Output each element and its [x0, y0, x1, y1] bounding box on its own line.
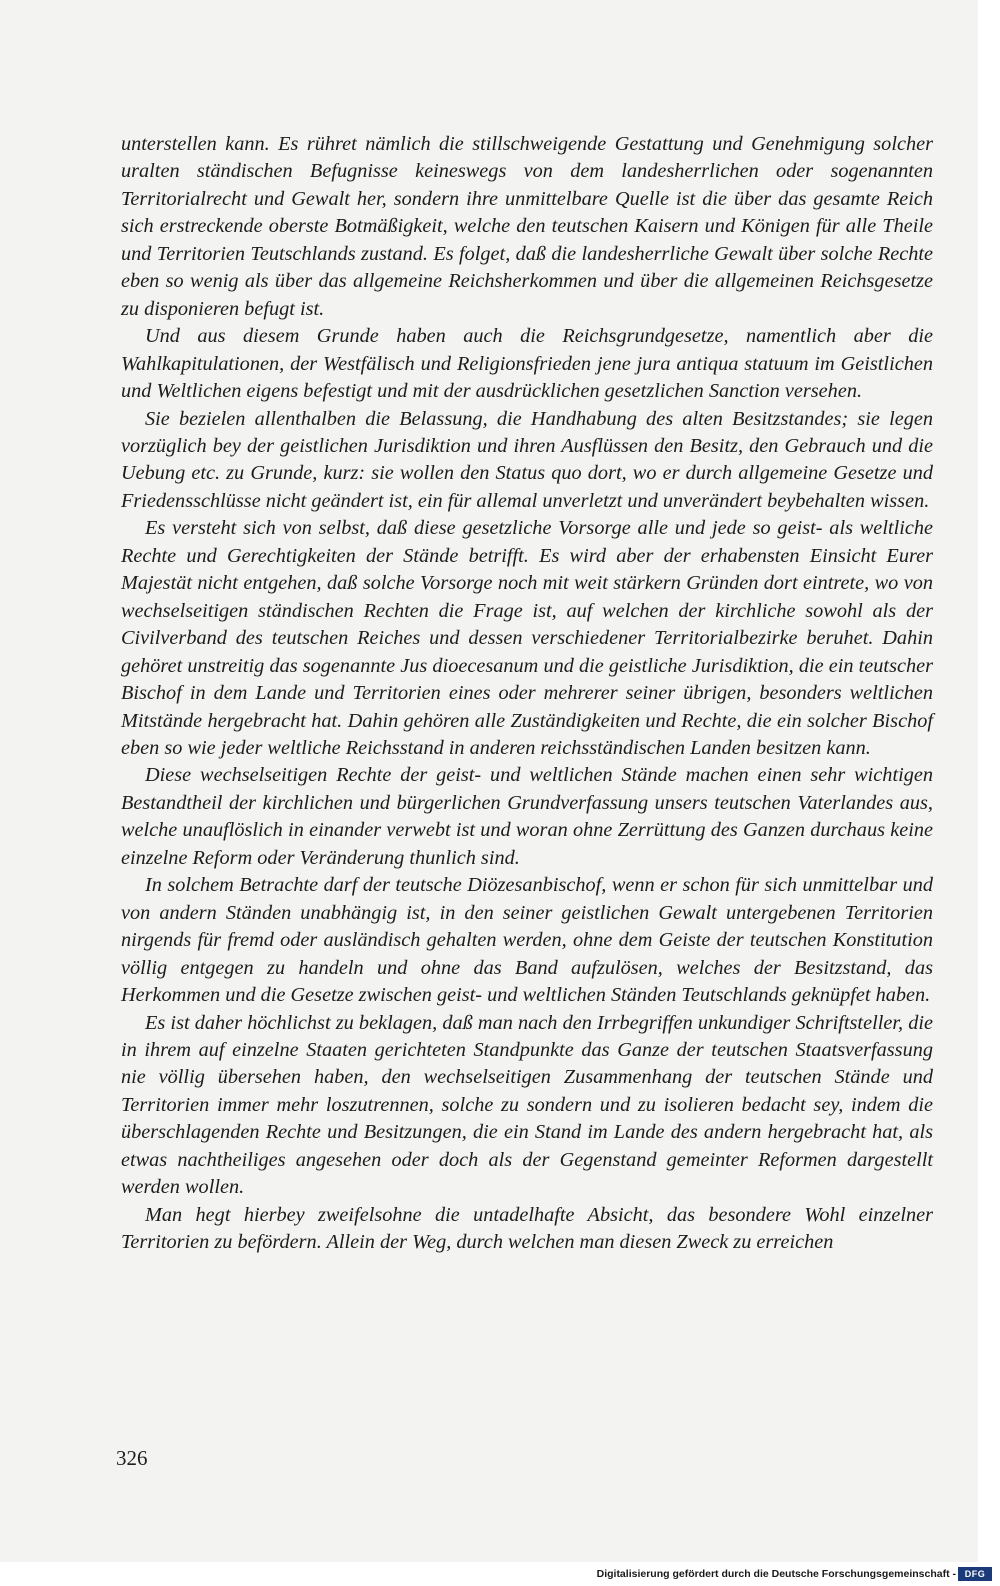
- body-text: [121, 131, 933, 1257]
- paragraph: Und aus diesem Grunde haben auch die Reichsgrundgesetze, namentlich aber die Wahlkapitulationen, der Westfälisch und Religionsfrieden jene jura antiqua statuum im Geistlichen und Weltlichen eigens befestigt und mit der ausdrücklichen gesetzlichen Sanction versehen.: [121, 325, 933, 403]
- page-number: 326: [116, 1446, 148, 1470]
- paragraph: Man hegt hierbey zweifelsohne die untadelhafte Absicht, das besondere Wohl einzelner Territorien zu befördern. Allein der Weg, durch welchen man diesen Zweck zu erreichen: [121, 1203, 933, 1254]
- paragraph: Diese wechselseitigen Rechte der geist- und weltlichen Stände machen einen sehr wichtigen Bestandtheil der kirchlichen und bürgerlichen Grundverfassung unsers teutschen Vaterlandes aus, welche unauflöslich in einander verwebt ist und woran ohne Zerrüttung des Ganzen durchaus keine einzelne Reform oder Veränderung thunlich sind.: [121, 764, 933, 869]
- dfg-logo: DFG: [958, 1567, 992, 1581]
- funding-credit: Digitalisierung gefördert durch die Deutsche Forschungsgemeinschaft -: [596, 1568, 956, 1580]
- paragraph: Es ist daher höchlichst zu beklagen, daß man nach den Irrbegriffen unkundiger Schriftsteller, die in ihrem auf einzelne Staaten gerichteten Standpunkte das Ganze der teutschen Staatsverfassung nie völlig übersehen haben, den wechselseitigen Zusammenhang der teutschen Stände und Territorien immer mehr loszutrennen, solche zu sondern und zu isolieren bedacht sey, indem die überschlagenden Rechte und Besitzungen, die ein Stand im Lande des andern hergebracht hat, als etwas nachtheiliges angesehen oder doch als der Gegenstand gemeinter Reformen dargestellt werden wollen.: [121, 1011, 933, 1199]
- paragraph: In solchem Betrachte darf der teutsche Diözesanbischof, wenn er schon für sich unmittelbar und von andern Ständen unabhängig ist, in den seiner geistlichen Gewalt untergebenen Territorien nirgends für fremd oder ausländisch gehalten werden, ohne dem Geiste der teutschen Konstitution völlig entgegen zu handeln und ohne das Band aufzulösen, welches der Besitzstand, das Herkommen und die Gesetze zwischen geist- und weltlichen Ständen Teutschlands geknüpfet haben.: [121, 874, 933, 1007]
- paragraph: unterstellen kann. Es rühret nämlich die stillschweigende Gestattung und Genehmigung solcher uralten ständischen Befugnisse keineswegs von dem landesherrlichen oder sogenannten Territorialrecht und Gewalt her, sondern ihre unmittelbare Quelle ist die über das gesamte Reich sich erstreckende oberste Botmäßigkeit, welche den teutschen Kaisern und Königen für alle Theile und Territorien Teutschlands zustand. Es folget, daß die landesherrliche Gewalt über solche Rechte eben so wenig als über das allgemeine Reichsherkommen und über die allgemeinen Reichsgesetze zu disponieren befugt ist.: [121, 133, 933, 320]
- paragraph: Sie bezielen allenthalben die Belassung, die Handhabung des alten Besitzstandes; sie legen vorzüglich bey der geistlichen Jurisdiktion und ihren Ausflüssen den Besitz, den Gebrauch und die Uebung etc. zu Grunde, kurz: sie wollen den Status quo dort, wo er durch allgemeine Gesetze und Friedensschlüsse nicht geändert ist, ein für allemal unverletzt und unverändert beybehalten wissen.: [121, 407, 933, 512]
- page-right-margin: [978, 0, 1000, 1562]
- paragraph: Es versteht sich von selbst, daß diese gesetzliche Vorsorge alle und jede so geist- als weltliche Rechte und Gerechtigkeiten der Stände betrifft. Es wird aber der erhabensten Einsicht Eurer Majestät nicht entgehen, daß solche Vorsorge noch mit weit stärkern Gründen dort eintrete, wo von wechselseitigen ständischen Rechten die Frage ist, auf welchen der kirchliche sowohl als der Civilverband des teutschen Reiches und dessen verschiedener Territorialbezirke beruhet. Dahin gehöret unstreitig das sogenannte Jus dioecesanum und die geistliche Jurisdiktion, die ein teutscher Bischof in dem Lande und Territorien eines oder mehrerer seiner übrigen, besonders weltlichen Mitstände hergebracht hat. Dahin gehören alle Zuständigkeiten und Rechte, die ein solcher Bischof eben so wie jeder weltliche Reichsstand in anderen reichsständischen Landen besitzen kann.: [121, 517, 933, 759]
